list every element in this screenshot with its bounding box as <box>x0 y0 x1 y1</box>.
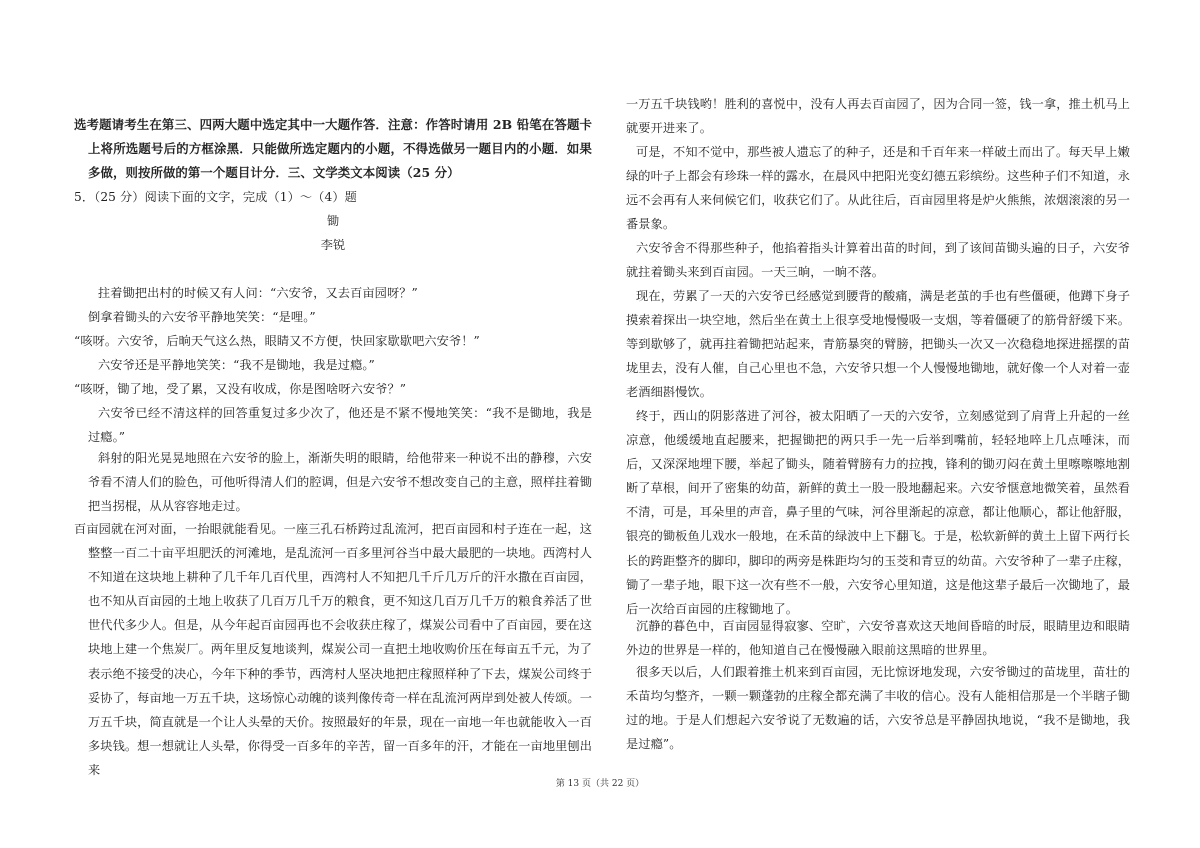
paragraph: 斜射的阳光晃晃地照在六安爷的脸上，渐渐失明的眼睛，给他带来一种说不出的静穆，六安爷看不清人们的脸色，可他听得清人们的腔调，但是六安爷不想改变自己的主意，照样拄着锄把当拐棍，从从容容地走过。 <box>88 451 592 514</box>
paragraph: “咳呀。六安爷，后晌天气这么热，眼睛又不方便，快回家歇歇吧六安爷！” <box>74 334 480 348</box>
paragraph: 百亩园就在河对面，一抬眼就能看见。一座三孔石桥跨过乱流河，把百亩园和村子连在一起，这整整一百二十亩平坦肥沃的河滩地，是乱流河一百多里河谷当中最大最肥的一块地。西湾村人不知道在这块地上耕种了几千年几百代里，西湾村人不知把几千斤几万斤的汗水撒在百亩园，也不知从百亩园的土地上收获了几百万几千万的粮食，更不知这几百万几千万的粮食养活了世世代代多少人。但是，从今年起百亩园再也不会收获庄稼了，煤炭公司看中了百亩园，要在这块地上建一个焦炭厂。两年里反复地谈判，煤炭公司一直把土地收购价压在每亩五千元，为了表示绝不接受的决心，今年下种的季节，西湾村人坚决地把庄稼照样种了下去，煤炭公司终于妥协了，每亩地一万五千块，这场惊心动魄的谈判像传奇一样在乱流河两岸到处被人传颂。一万五千块，简直就是一个让人头晕的天价。按照最好的年景，现在一亩地一年也就能收入一百多块钱。想一想就让人头晕，你得受一百多年的辛苦，留一百多年的汗，才能在一亩地里刨出来 <box>74 522 592 777</box>
paragraph: 六安爷还是平静地笑笑：“我不是锄地，我是过瘾。” <box>98 358 375 372</box>
paragraph: 六安爷舍不得那些种子，他掐着指头计算着出苗的时间，到了该间苗锄头遍的日子，六安爷就拄着锄头来到百亩园。一天三晌，一晌不落。 <box>626 241 1130 280</box>
paragraph: 可是，不知不觉中，那些被人遗忘了的种子，还是和千百年来一样破土而出了。每天早上嫩绿的叶子上都会有珍珠一样的露水，在晨风中把阳光变幻德五彩缤纷。这些种子们不知道，永远不会再有人来伺候它们，收获它们了。从此往后，百亩园里将是炉火熊熊，浓烟滚滚的另一番景象。 <box>626 145 1130 232</box>
paragraph: 拄着锄把出村的时候又有人问：“六安爷，又去百亩园呀？” <box>98 286 418 300</box>
paragraph: 终于，西山的阴影落进了河谷，被太阳晒了一天的六安爷，立刻感觉到了肩背上升起的一丝凉意，他缓缓地直起腰来，把握锄把的两只手一先一后举到嘴前，轻轻地啐上几点唾沫，而后，又深深地埋下腰，举起了锄头，随着臂膀有力的拉拽，锋利的锄刃闷在黄土里嚓嚓嚓地割断了草根，间开了密集的幼苗，新鲜的黄土一股一股地翻起来。六安爷惬意地微笑着，虽然看不清，可是，耳朵里的声音，鼻子里的气味，河谷里渐起的凉意，都让他顺心，都让他舒服，银亮的锄板鱼儿戏水一般地，在禾苗的绿波中上下翻飞。于是，松软新鲜的黄土上留下两行长长的跨距整齐的脚印，脚印的两旁是株距均匀的玉茭和青豆的幼苗。六安爷种了一辈子庄稼，锄了一辈子地，眼下这一次有些不一般，六安爷心里知道，这是他这辈子最后一次锄地了，最后一次给百亩园的庄稼锄地了。 <box>626 409 1130 616</box>
paragraph: 一万五千块钱哟！胜利的喜悦中，没有人再去百亩园了，因为合同一签，钱一拿，推土机马上就要开进来了。 <box>626 97 1130 136</box>
paragraph: 很多天以后，人们跟着推土机来到百亩园，无比惊讶地发现，六安爷锄过的苗垅里，苗壮的禾苗均匀整齐，一颗一颗蓬勃的庄稼全都充满了丰收的信心。没有人能相信那是一个半瞎子锄过的地。于是人们想起六安爷说了无数遍的话，六安爷总是平静固执地说，“我不是锄地，我是过瘾”。 <box>626 665 1130 752</box>
article-title: 锄 <box>326 214 340 228</box>
paragraph: 倒拿着锄头的六安爷平静地笑笑：“是哩。” <box>88 310 316 324</box>
paragraph: 六安爷已经不清这样的回答重复过多少次了，他还是不紧不慢地笑笑：“我不是锄地，我是过瘾。” <box>88 406 592 445</box>
page-footer: 第 13 页（共 22 页） <box>555 779 645 789</box>
paragraph: 沉静的暮色中，百亩园显得寂寥、空旷，六安爷喜欢这天地间昏暗的时辰，眼睛里边和眼睛外边的世界是一样的，他知道自己在慢慢融入眼前这黑暗的世界里。 <box>626 619 1130 658</box>
article-author: 李锐 <box>320 238 346 252</box>
question-stem: 5．（25 分）阅读下面的文字，完成（1）～（4）题 <box>74 190 357 204</box>
paragraph: “咳呀，锄了地，受了累，又没有收成，你是图啥呀六安爷？” <box>74 382 407 396</box>
paragraph: 现在，劳累了一天的六安爷已经感觉到腰背的酸痛，满是老茧的手也有些僵硬，他蹲下身子摸索着探出一块空地，然后坐在黄土上很享受地慢慢吸一支烟，等着僵硬了的筋骨舒缓下来。等到歇够了，就再拄着锄把站起来，青筋暴突的臂膀，把锄头一次又一次稳稳地探进摇摆的苗垅里去，没有人催，自己心里也不急，六安爷只想一个人慢慢地锄地，就好像一个人对着一壶老酒细斟慢饮。 <box>626 289 1130 400</box>
exam-instruction: 选考题请考生在第三、四两大题中选定其中一大题作答．注意：作答时请用 2B 铅笔在答题卡上将所选题号后的方框涂黑．只能做所选定题内的小题，不得选做另一题目内的小题．如果多做，则按所做的第一个题目计分．三、文学类文本阅读（25 分） <box>74 117 592 181</box>
